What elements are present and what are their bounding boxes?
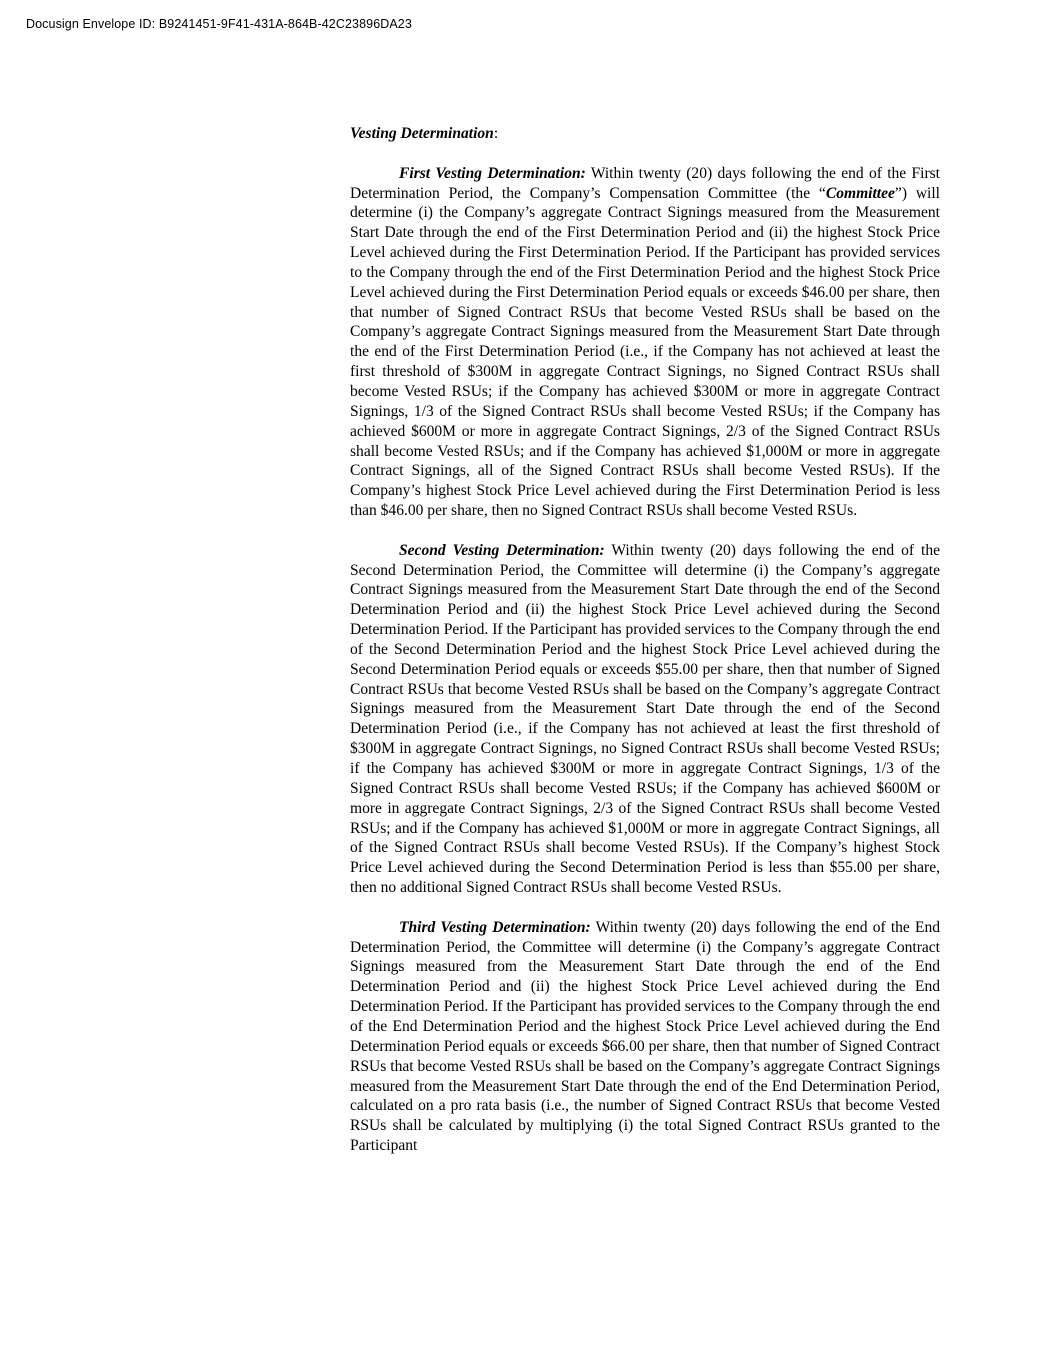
first-vesting-heading: First Vesting Determination: <box>399 164 586 182</box>
second-vesting-paragraph <box>350 541 940 898</box>
section-title: Vesting Determination <box>350 125 494 142</box>
second-vesting-heading: Second Vesting Determination: <box>399 541 605 559</box>
third-vesting-text: Within twenty (20) days following the end of the End Determination Period, the Committee will determine (i) the Company’s aggregate Contract Signings measured from the Measurement Start Date through the end of the End Determination Period and (ii) the highest Stock Price Level achieved during the End Determination Period. If the Participant has provided services to the Company through the end of the End Determination Period and the highest Stock Price Level achieved during the End Determination Period equals or exceeds $66.00 per share, then that number of Signed Contract RSUs that become Vested RSUs shall be based on the Company’s aggregate Contract Signings measured from the Measurement Start Date through the end of the End Determination Period, calculated on a pro rata basis (i.e., the number of Signed Contract RSUs that become Vested RSUs shall be calculated by multiplying (i) the total Signed Contract RSUs granted to the Participant <box>350 918 940 1155</box>
docusign-envelope-id: Docusign Envelope ID: B9241451-9F41-431A-864B-42C23896DA23 <box>26 17 412 31</box>
third-vesting-paragraph <box>350 918 940 1156</box>
third-vesting-heading: Third Vesting Determination: <box>399 918 591 936</box>
section-heading <box>350 124 940 144</box>
second-vesting-text: Within twenty (20) days following the end of the Second Determination Period, the Committee will determine (i) the Company’s aggregate Contract Signings measured from the Measurement Start Date through the end of the Second Determination Period and (ii) the highest Stock Price Level achieved during the Second Determination Period. If the Participant has provided services to the Company through the end of the Second Determination Period and the highest Stock Price Level achieved during the Second Determination Period equals or exceeds $55.00 per share, then that number of Signed Contract RSUs that become Vested RSUs shall be based on the Company’s aggregate Contract Signings measured from the Measurement Start Date through the end of the Second Determination Period (i.e., if the Company has not achieved at least the first threshold of $300M in aggregate Contract Signings, no Signed Contract RSUs shall become Vested RSUs; if the Company has achieved $300M or more in aggregate Contract Signings, 1/3 of the Signed Contract RSUs shall become Vested RSUs; if the Company has achieved $600M or more in aggregate Contract Signings, 2/3 of the Signed Contract RSUs shall become Vested RSUs; and if the Company has achieved $1,000M or more in aggregate Contract Signings, all of the Signed Contract RSUs shall become Vested RSUs). If the Company’s highest Stock Price Level achieved during the Second Determination Period is less than $55.00 per share, then no additional Signed Contract RSUs shall become Vested RSUs. <box>350 541 940 897</box>
committee-defined-term: Committee <box>825 184 895 202</box>
section-title-colon: : <box>493 125 499 142</box>
document-body <box>350 124 940 1176</box>
first-vesting-text-b: ”) will determine (i) the Company’s aggregate Contract Signings measured from the Measurement Start Date through the end of the First Determination Period and (ii) the highest Stock Price Level achieved during the First Determination Period. If the Participant has provided services to the Company through the end of the First Determination Period and the highest Stock Price Level achieved during the First Determination Period equals or exceeds $46.00 per share, then that number of Signed Contract RSUs that become Vested RSUs shall be based on the Company’s aggregate Contract Signings measured from the Measurement Start Date through the end of the First Determination Period (i.e., if the Company has not achieved at least the first threshold of $300M in aggregate Contract Signings, no Signed Contract RSUs shall become Vested RSUs; if the Company has achieved $300M or more in aggregate Contract Signings, 1/3 of the Signed Contract RSUs shall become Vested RSUs; if the Company has achieved $600M or more in aggregate Contract Signings, 2/3 of the Signed Contract RSUs shall become Vested RSUs; and if the Company has achieved $1,000M or more in aggregate Contract Signings, all of the Signed Contract RSUs shall become Vested RSUs). If the Company’s highest Stock Price Level achieved during the First Determination Period is less than $46.00 per share, then no Signed Contract RSUs shall become Vested RSUs. <box>350 184 941 520</box>
first-vesting-text-a: Within twenty (20) days following the end of the First Determination Period, the Company’s Compensation Committee (the “ <box>350 164 940 202</box>
first-vesting-paragraph <box>350 164 940 521</box>
